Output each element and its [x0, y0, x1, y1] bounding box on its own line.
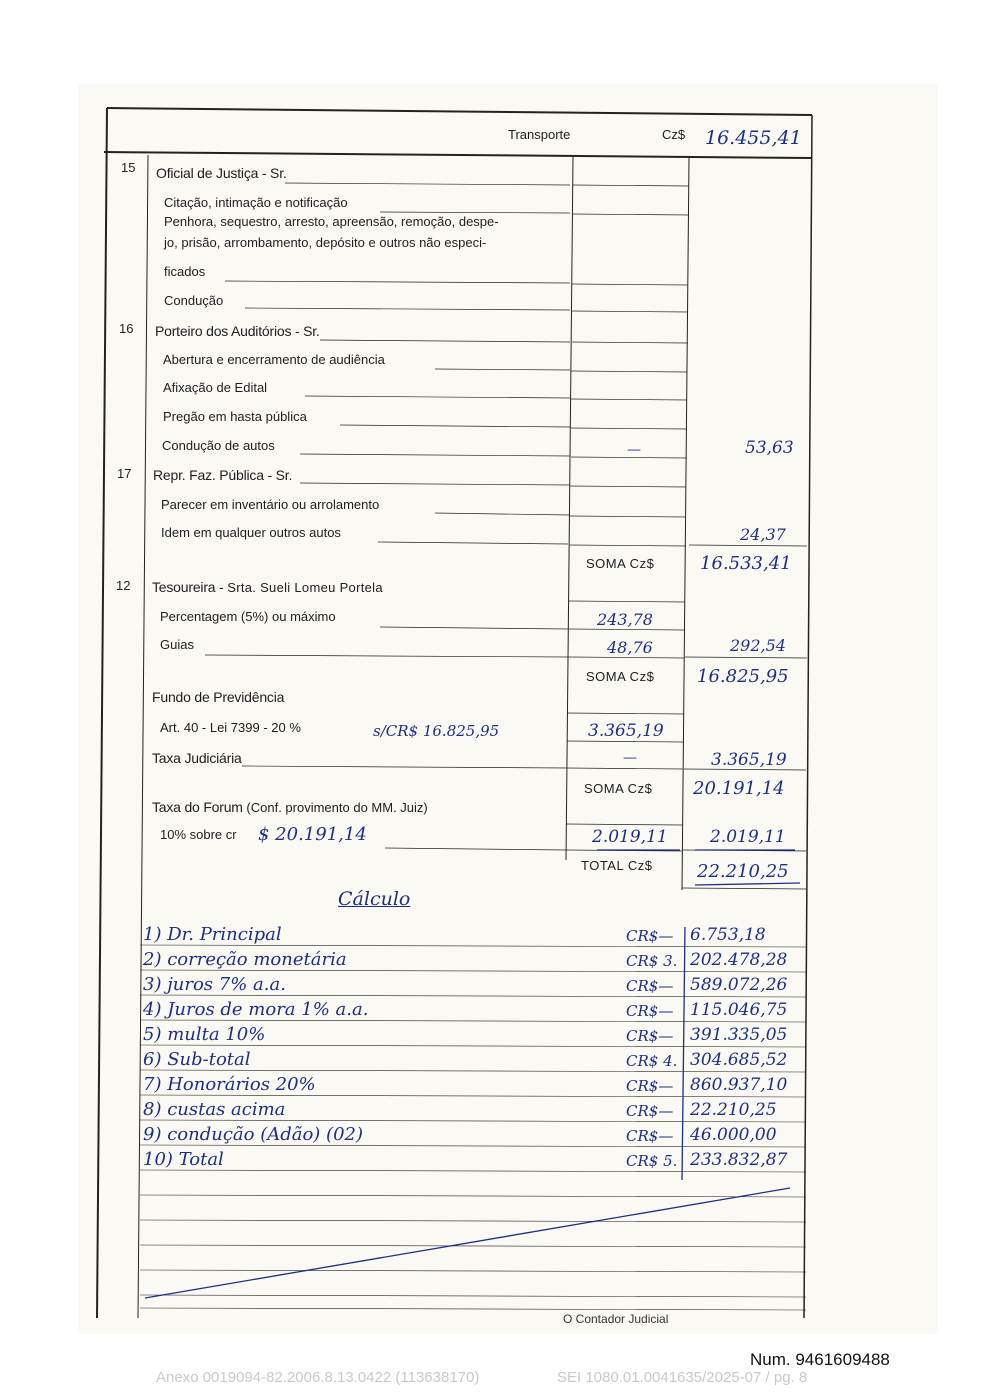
item-penhora-line2: jo, prisão, arrombamento, depósito e outros não especi-: [164, 235, 487, 250]
forum-total: 2.019,11: [710, 827, 786, 847]
calculo-item-currency: CR$—: [626, 1002, 674, 1020]
section-title-fundo-previdencia: Fundo de Previdência: [152, 689, 285, 705]
item-conducao: Condução: [164, 293, 224, 308]
fundo-value: 3.365,19: [588, 721, 664, 741]
guias-value: 48,76: [607, 638, 653, 657]
calculo-item-value: 115.046,75: [690, 1000, 788, 1020]
calculo-item-value: 589.072,26: [690, 975, 788, 995]
calculo-item-currency: CR$—: [626, 1127, 674, 1145]
soma-value-3: 20.191,14: [693, 778, 785, 799]
calculo-item-value: 22.210,25: [690, 1100, 777, 1120]
item-idem: Idem em qualquer outros autos: [161, 525, 341, 540]
item-penhora-line1: Penhora, sequestro, arresto, apreensão, remoção, despe-: [164, 214, 499, 229]
calculo-item-label: 9) condução (Adão) (02): [143, 1124, 363, 1145]
transporte-label: Transporte: [508, 127, 571, 142]
calculo-item-label: 5) multa 10%: [143, 1024, 266, 1045]
item-pregao: Pregão em hasta pública: [163, 409, 307, 424]
footer-anexo: Anexo 0019094-82.2006.8.13.0422 (113638170): [156, 1369, 480, 1386]
tesoureira-prefix: Tesoureira -: [152, 579, 228, 595]
section-title-oficial-de-justica: Oficial de Justiça - Sr.: [156, 165, 287, 181]
section-title-porteiro: Porteiro dos Auditórios - Sr.: [155, 323, 320, 339]
taxa-judiciaria-total: 3.365,19: [711, 750, 787, 770]
calculo-item-label: 10) Total: [143, 1149, 224, 1170]
tesoureira-total: 292,54: [730, 636, 786, 655]
section-number-15: 15: [121, 160, 136, 175]
section-number-17: 17: [117, 466, 132, 481]
conducao-autos-dash: —: [627, 442, 641, 458]
item-percentagem: Percentagem (5%) ou máximo: [160, 609, 336, 624]
idem-value: 24,37: [740, 525, 786, 544]
section-number-16: 16: [119, 321, 134, 336]
contador-judicial-cut: [563, 1312, 668, 1318]
calculo-item-label: 1) Dr. Principal: [143, 924, 282, 945]
soma-value-2: 16.825,95: [697, 666, 789, 687]
calculo-item-value: 46.000,00: [690, 1125, 777, 1145]
calculo-item-value: 304.685,52: [690, 1050, 788, 1070]
item-citacao: Citação, intimação e notificação: [164, 195, 348, 210]
taxa-forum-line: [152, 800, 428, 815]
soma-label-3: SOMA Cz$: [584, 781, 653, 796]
calculo-item-currency: CR$ 5.: [626, 1152, 678, 1170]
calculo-item-label: 3) juros 7% a.a.: [143, 974, 286, 995]
calculo-item-value: 6.753,18: [690, 925, 766, 945]
soma-label-1: SOMA Cz$: [586, 556, 655, 571]
tesoureira-name: Srta. Sueli Lomeu Portela: [227, 580, 383, 595]
total-label: TOTAL Cz$: [581, 858, 653, 873]
calculo-item-label: 7) Honorários 20%: [143, 1074, 316, 1095]
calculo-item-currency: CR$—: [626, 1027, 674, 1045]
section-title-repr-faz-publica: Repr. Faz. Pública - Sr.: [153, 467, 293, 483]
item-abertura: Abertura e encerramento de audiência: [163, 352, 385, 367]
transporte-value: 16.455,41: [705, 127, 802, 149]
item-parecer: Parecer em inventário ou arrolamento: [161, 497, 380, 512]
taxa-forum-note: (Conf. provimento do MM. Juiz): [246, 800, 428, 815]
percentagem-value: 243,78: [597, 610, 653, 629]
document-number: Num. 9461609488: [750, 1350, 890, 1369]
section-title-tesoureira: [152, 580, 383, 595]
taxa-judiciaria-dash: —: [623, 750, 637, 766]
calculo-item-label: 2) correção monetária: [143, 949, 347, 970]
item-10-sobre: 10% sobre cr: [160, 827, 237, 842]
calculo-title: Cálculo: [338, 888, 411, 910]
calculo-item-currency: CR$ 3.: [626, 952, 678, 970]
item-penhora-line3: ficados: [164, 264, 206, 279]
footer-sei: SEI 1080.01.0041635/2025-07 / pg. 8: [557, 1369, 808, 1386]
calculo-item-currency: CR$ 4.: [626, 1052, 678, 1070]
section-number-12: 12: [116, 578, 131, 593]
calculo-item-value: 202.478,28: [690, 950, 788, 970]
item-conducao-autos: Condução de autos: [162, 438, 275, 453]
total-value: 22.210,25: [697, 861, 789, 882]
calculo-item-currency: CR$—: [626, 1077, 674, 1095]
calculo-item-value: 391.335,05: [690, 1025, 788, 1045]
soma-value-1: 16.533,41: [700, 553, 792, 574]
item-fundo-art: Art. 40 - Lei 7399 - 20 %: [160, 720, 301, 735]
calculo-item-value: 233.832,87: [690, 1150, 788, 1170]
transporte-currency: Cz$: [662, 127, 686, 142]
calculo-item-value: 860.937,10: [690, 1075, 788, 1095]
fundo-base: s/CR$ 16.825,95: [373, 722, 500, 740]
calculo-item-currency: CR$—: [626, 927, 674, 945]
soma-label-2: SOMA Cz$: [586, 669, 655, 684]
calculo-item-label: 6) Sub-total: [143, 1049, 251, 1070]
calculo-item-label: 8) custas acima: [143, 1099, 286, 1120]
forum-value: 2.019,11: [592, 827, 668, 847]
forum-base: $ 20.191,14: [258, 824, 367, 845]
calculo-item-currency: CR$—: [626, 977, 674, 995]
item-afixacao: Afixação de Edital: [163, 380, 268, 395]
item-guias: Guias: [160, 637, 194, 652]
taxa-forum-title: Taxa do Forum: [152, 799, 243, 815]
taxa-judiciaria-label: Taxa Judiciária: [152, 750, 242, 766]
conducao-autos-value: 53,63: [745, 438, 794, 458]
calculo-item-currency: CR$—: [626, 1102, 674, 1120]
calculo-item-label: 4) Juros de mora 1% a.a.: [143, 999, 369, 1020]
